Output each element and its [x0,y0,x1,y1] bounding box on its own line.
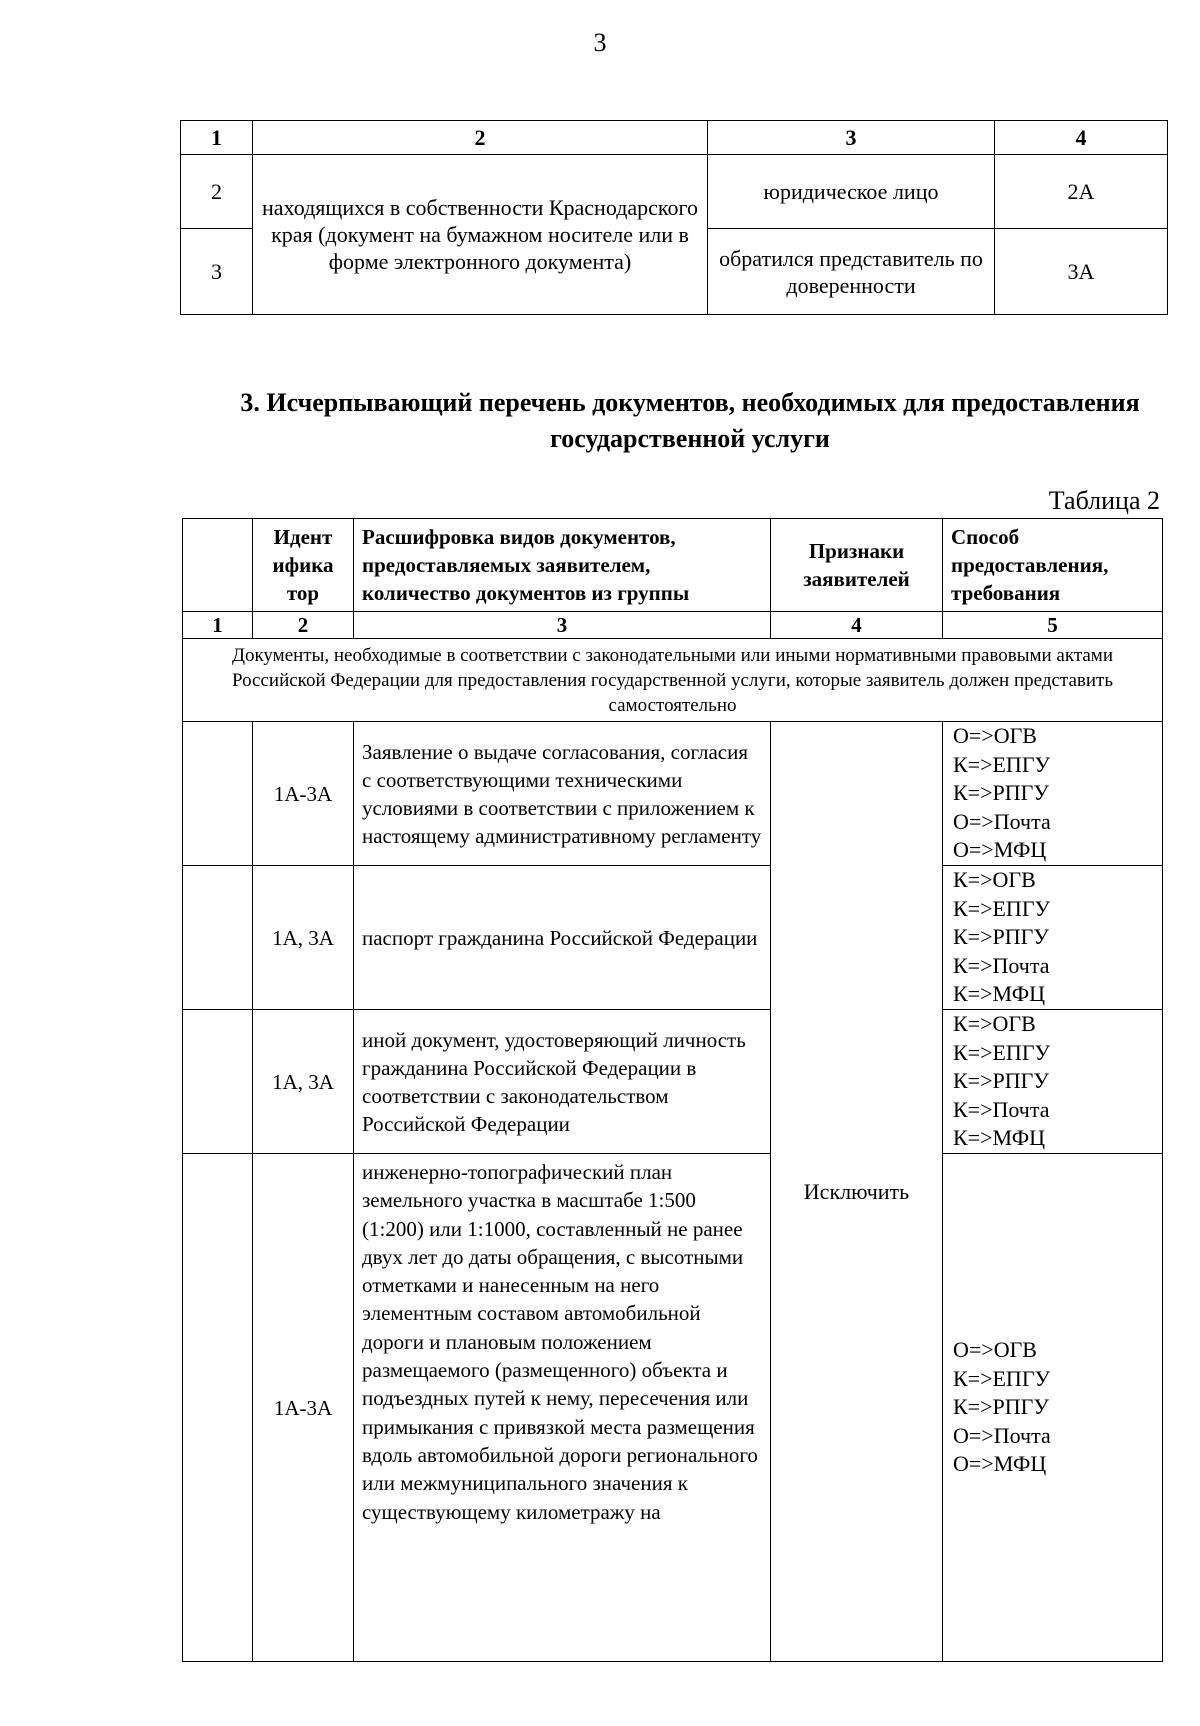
row-identifier: 1А, 3А [253,866,354,1010]
row-identifier: 1А-3А [253,722,354,866]
column-number-row [183,612,1163,639]
method-item: К=>ОГВ [953,867,1036,892]
continuation-table [180,120,1168,315]
row-identifier: 1А, 3А [253,1010,354,1154]
method-item: К=>ЕПГУ [953,895,1051,921]
table-row [181,155,1168,229]
row-description: Заявление о выдаче согласования, согласия с соответствующими техническими условиями в соответствии с приложением к настоящему административному регламенту [354,722,771,866]
row-number [183,1010,253,1154]
section-title: 3. Исчерпывающий перечень документов, необходимых для предоставления государственной услуги [240,388,1140,453]
documents-table [182,518,1163,1662]
table-header-row [183,519,1163,612]
group-title: Документы, необходимые в соответствии с законодательными или иными нормативными правовыми актами Российской Федерации для предоставления государственной услуги, которые заявитель должен представить самостоятельно [183,639,1163,722]
method-item: О=>Почта [953,808,1051,834]
table-header-row [181,121,1168,155]
applicant-signs-value: Исключить [771,722,943,1662]
row-number [183,1154,253,1662]
table-row [183,866,1163,1010]
method-item: К=>РПГУ [953,780,1049,805]
group-title-row [183,639,1163,722]
submission-methods [943,1154,1163,1662]
document-description: находящихся в собственности Краснодарского края (документ на бумажном носителе или в форме электронного документа) [253,155,708,315]
table-row [183,1154,1163,1662]
method-item: О=>ОГВ [953,1337,1037,1363]
row-description: иной документ, удостоверяющий личность гражданина Российской Федерации в соответствии с законодательством Российской Федерации [354,1010,771,1154]
method-item: К=>ЕПГУ [953,1365,1051,1391]
header-cell: 4 [995,121,1168,155]
method-item: К=>ЕПГУ [953,751,1051,777]
header-submission-method: Способ предоставления, требования [943,519,1163,612]
applicant-sign: юридическое лицо [708,155,995,229]
method-item: К=>МФЦ [953,981,1046,1006]
table-row [183,1010,1163,1154]
applicant-code: 2А [995,155,1168,229]
method-item: К=>Почта [953,952,1050,978]
column-number: 4 [771,612,943,639]
method-item: О=>МФЦ [953,1451,1047,1477]
row-description: инженерно-топографический план земельного участка в масштабе 1:500 (1:200) или 1:1000, составленный не ранее двух лет до даты обращения, с высотными отметками и нанесенным на него элементным составом автомобильной дороги и плановым положением размещаемого (размещенного) объекта и подъездных путей к нему, пересечения или примыкания с привязкой места размещения вдоль автомобильной дороги регионального или межмуниципального значения к существующему километражу на [354,1154,771,1662]
applicant-code: 3А [995,229,1168,315]
row-number [183,722,253,866]
row-description: паспорт гражданина Российской Федерации [354,866,771,1010]
table-label: Таблица 2 [1048,486,1160,515]
column-number: 1 [183,612,253,639]
header-identifier: Идент ифика тор [253,519,354,612]
method-item: О=>Почта [953,1422,1051,1448]
submission-methods [943,722,1163,866]
column-number: 3 [354,612,771,639]
row-identifier: 1А-3А [253,1154,354,1662]
column-number: 5 [943,612,1163,639]
row-number: 2 [181,155,253,229]
header-cell: 1 [181,121,253,155]
method-item: О=>ОГВ [953,723,1037,748]
submission-methods [943,866,1163,1010]
applicant-sign: обратился представитель по доверенности [708,229,995,315]
method-item: К=>ОГВ [953,1011,1036,1036]
table-row [183,722,1163,866]
header-applicant-signs: Признаки заявителей [771,519,943,612]
page-number: 3 [593,28,607,57]
header-description: Расшифровка видов документов, предоставляемых заявителем, количество документов из группы [354,519,771,612]
method-item: К=>РПГУ [953,1068,1049,1093]
method-item: К=>РПГУ [953,1394,1049,1420]
method-item: К=>МФЦ [953,1125,1046,1150]
submission-methods [943,1010,1163,1154]
row-number [183,866,253,1010]
header-cell: 2 [253,121,708,155]
header-cell-empty [183,519,253,612]
method-item: О=>МФЦ [953,837,1047,862]
method-item: К=>ЕПГУ [953,1039,1051,1065]
method-item: К=>Почта [953,1096,1050,1122]
column-number: 2 [253,612,354,639]
row-number: 3 [181,229,253,315]
header-cell: 3 [708,121,995,155]
method-item: К=>РПГУ [953,924,1049,949]
